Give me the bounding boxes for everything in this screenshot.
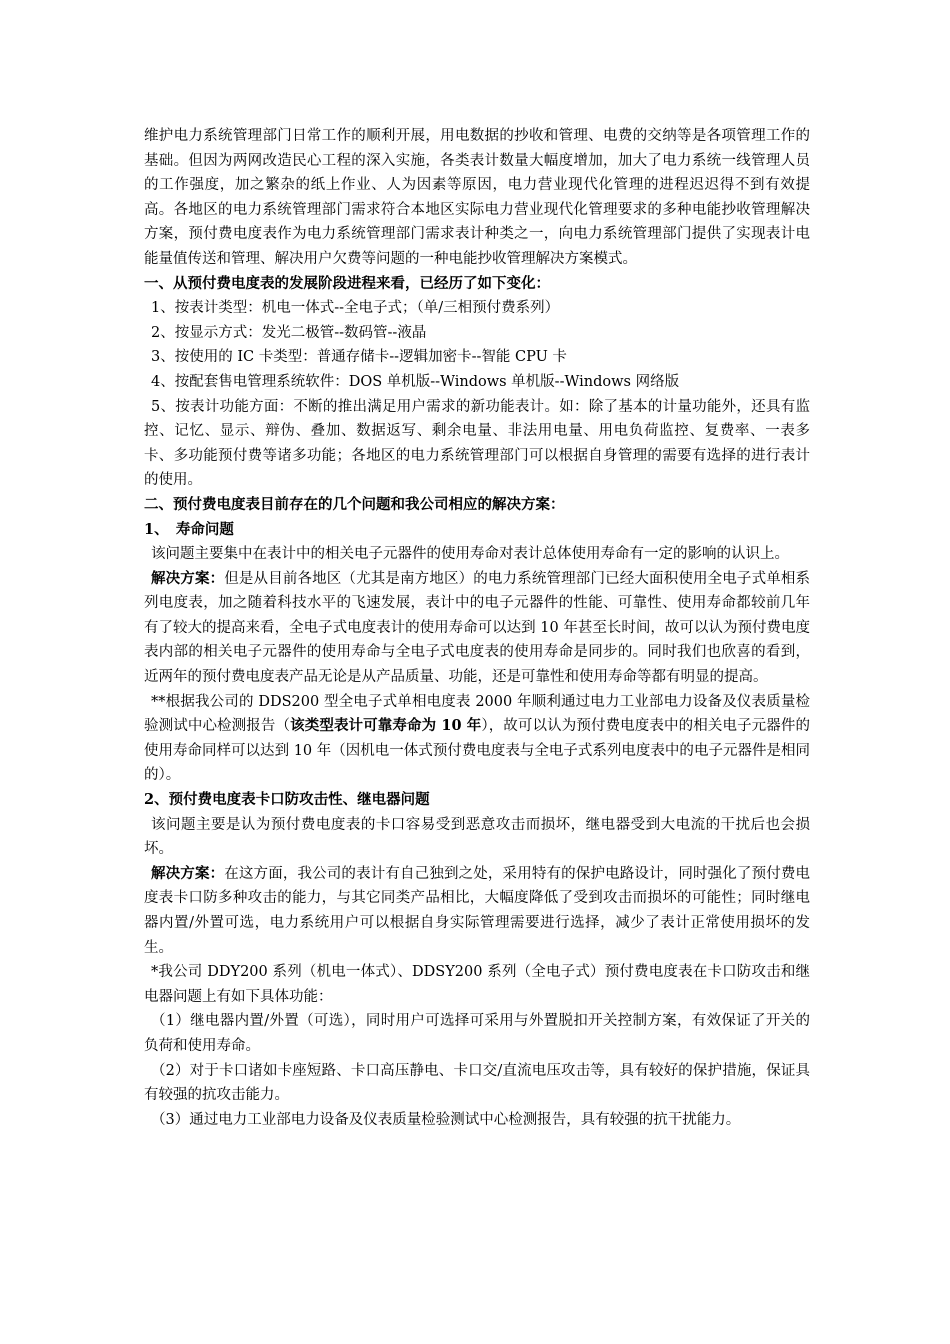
- problem2-description: 该问题主要是认为预付费电度表的卡口容易受到恶意攻击而损坏，继电器受到大电流的干扰后也会损坏。: [144, 816, 810, 858]
- solution-label: 解决方案：: [151, 569, 225, 587]
- solution-label: 解决方案：: [151, 864, 225, 882]
- problem2-feature: （3）通过电力工业部电力设备及仪表质量检验测试中心检测报告，具有较强的抗干扰能力。: [151, 1111, 741, 1128]
- problem2-feature: （1）继电器内置/外置（可选），同时用户可选择可采用与外置脱扣开关控制方案，有效保证了开关的负荷和使用寿命。: [144, 1013, 810, 1054]
- solution-text: 但是从目前各地区（尤其是南方地区）的电力系统管理部门已经大面积使用全电子式单相系列电度表，加之随着科技水平的飞速发展，表计中的电子元器件的性能、可靠性、使用寿命都较前几年有了较大的提高来看，全电子式电度表计的使用寿命可以达到 10 年甚至长时间，故可以认为预付费电度表内部的相关电子元器件的使用寿命与全电子式电度表的使用寿命是同步的。同时我们也欣喜的看到，近两年的预付费电度表产品无论是从产品质量、功能，还是可靠性和使用寿命等都有明显的提高。: [144, 570, 811, 686]
- problem2-note: *我公司 DDY200 系列（机电一体式）、DDSY200 系列（全电子式）预付费电度表在卡口防攻击和继电器问题上有如下具体功能：: [144, 964, 810, 1005]
- section1-item: 3、按使用的 IC 卡类型：普通存储卡--逻辑加密卡--智能 CPU 卡: [151, 349, 567, 366]
- problem1-title: 1、 寿命问题: [144, 520, 234, 538]
- solution-text: 在这方面，我公司的表计有自己独到之处，采用特有的保护电路设计，同时强化了预付费电度表卡口防多种攻击的能力，与其它同类产品相比，大幅度降低了受到攻击而损坏的可能性；同时继电器内置/外置可选，电力系统用户可以根据自身实际管理需要进行选择，减少了表计正常使用损坏的发生。: [144, 865, 811, 956]
- section1-item: 1、按表计类型：机电一体式--全电子式；（单/三相预付费系列）: [151, 300, 560, 317]
- problem2-feature: （2）对于卡口诸如卡座短路、卡口高压静电、卡口交/直流电压攻击等，具有较好的保护措施，保证具有较强的抗攻击能力。: [144, 1062, 810, 1104]
- section1-item: 4、按配套售电管理系统软件：DOS 单机版--Windows 单机版--Windows 网络版: [151, 373, 680, 390]
- problem1-note: [144, 690, 810, 788]
- note-text-bold: 该类型表计可靠寿命为 10 年: [290, 717, 482, 735]
- intro-paragraph: 维护电力系统管理部门日常工作的顺利开展，用电数据的抄收和管理、电费的交纳等是各项管理工作的基础。但因为两网改造民心工程的深入实施，各类表计数量大幅度增加，加大了电力系统一线管理人员的工作强度，加之繁杂的纸上作业、人为因素等原因，电力营业现代化管理的进程迟迟得不到有效提高。各地区的电力系统管理部门需求符合本地区实际电力营业现代化管理要求的多种电能抄收管理解决方案，预付费电度表作为电力系统管理部门需求表计种类之一，向电力系统管理部门提供了实现表计电能量值传送和管理、解决用户欠费等问题的一种电能抄收管理解决方案模式。: [144, 128, 810, 267]
- document-page: [144, 124, 810, 1132]
- problem1-solution: [144, 567, 810, 690]
- section1-item: 2、按显示方式：发光二极管--数码管--液晶: [151, 324, 427, 341]
- note-text-pre: **根据我公司的 DDS200 型全电子式单相电度表 2000 年顺利通过电力工业部电力设备及仪表质量检验测试中心检测报告（: [144, 693, 810, 735]
- section1-heading: 一、从预付费电度表的发展阶段进程来看，已经历了如下变化：: [144, 274, 550, 292]
- problem2-solution: [144, 862, 810, 960]
- note-text-post: ），故可以认为预付费电度表中的相关电子元器件的使用寿命同样可以达到 10 年（因机电一体式预付费电度表与全电子式系列电度表中的电子元器件是相同的）。: [144, 718, 811, 784]
- section1-item: 5、按表计功能方面：不断的推出满足用户需求的新功能表计。如：除了基本的计量功能外，还具有监控、记忆、显示、辩伪、叠加、数据返写、剩余电量、非法用电量、用电负荷监控、复费率、一表多卡、多功能预付费等诸多功能；各地区的电力系统管理部门可以根据自身管理的需要有选择的进行表计的使用。: [144, 398, 810, 489]
- section2-heading: 二、预付费电度表目前存在的几个问题和我公司相应的解决方案：: [144, 495, 565, 513]
- problem2-title: 2、预付费电度表卡口防攻击性、继电器问题: [144, 791, 430, 809]
- problem1-description: 该问题主要集中在表计中的相关电子元器件的使用寿命对表计总体使用寿命有一定的影响的认识上。: [151, 546, 789, 563]
